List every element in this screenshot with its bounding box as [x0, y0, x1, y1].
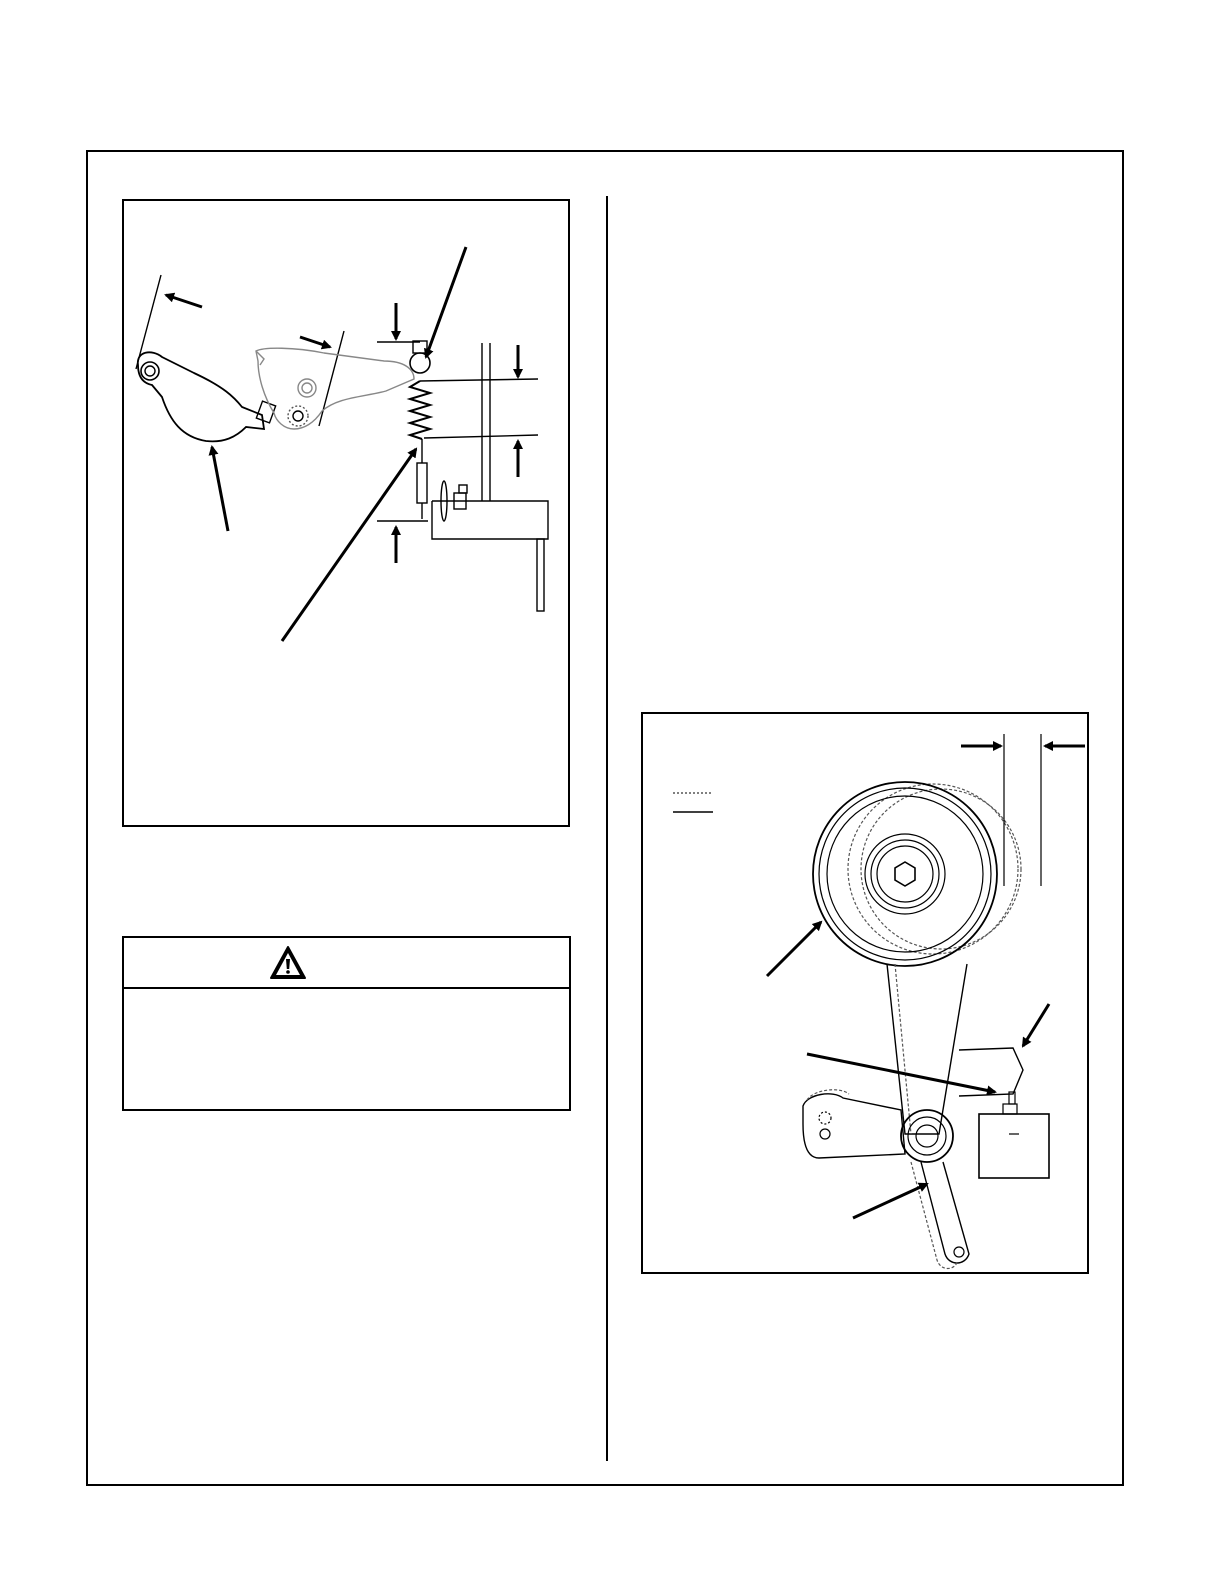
figure-pulley: [641, 712, 1089, 1274]
warning-text: [134, 998, 559, 1101]
column-divider: [606, 196, 608, 1461]
warning-header: [124, 938, 569, 989]
warning-box: [122, 936, 571, 1111]
linkage-illustration: [124, 201, 572, 829]
pulley-illustration: [643, 714, 1091, 1276]
figure-linkage: [122, 199, 570, 827]
warning-triangle-icon: [269, 944, 307, 982]
